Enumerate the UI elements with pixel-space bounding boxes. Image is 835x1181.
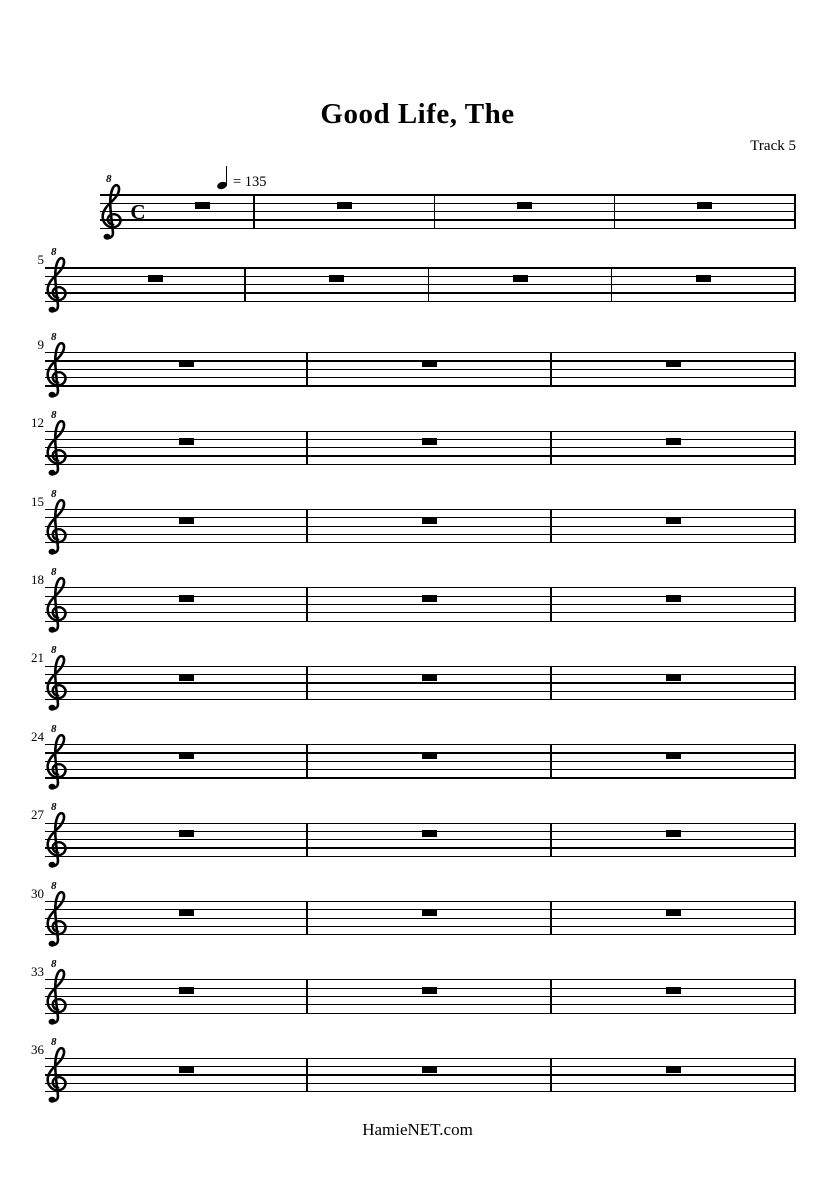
song-title: Good Life, The	[320, 98, 515, 130]
ottava-8-label: 8	[51, 565, 57, 578]
measure-number: 5	[37, 252, 44, 267]
ottava-8-label: 8	[51, 801, 57, 814]
ottava-8-label: 8	[51, 722, 57, 735]
treble-clef-icon	[44, 1046, 70, 1106]
track-label: Track 5	[750, 138, 796, 154]
measure-number: 24	[31, 728, 44, 744]
staff-line	[45, 1058, 795, 1059]
ottava-8-label: 8	[51, 957, 57, 970]
ottava-8-label: 8	[51, 330, 57, 343]
measure-number: 15	[31, 493, 44, 509]
measure-number: 27	[31, 807, 44, 823]
staff-line	[45, 1083, 795, 1084]
whole-rest	[179, 1066, 194, 1073]
ottava-8-label: 8	[51, 246, 57, 258]
measure-number: 36	[31, 1042, 44, 1058]
measure-number: 12	[31, 415, 44, 431]
whole-rest	[422, 1066, 437, 1073]
ottava-8-label: 8	[51, 879, 57, 892]
staff-line	[45, 1074, 795, 1075]
ottava-8-label: 8	[51, 409, 57, 422]
footer-site-label: HamieNET.com	[362, 1120, 473, 1139]
time-signature-common: C	[130, 199, 146, 224]
final-barline	[794, 1058, 796, 1093]
measure-number: 30	[31, 885, 44, 901]
barline	[306, 1058, 308, 1093]
ottava-8-label: 8	[51, 487, 57, 500]
measure-number: 18	[31, 571, 44, 587]
ottava-8-label: 8	[51, 644, 57, 657]
measure-number: 33	[31, 963, 44, 979]
staff-line	[45, 1066, 795, 1067]
measure-number: 9	[37, 336, 44, 352]
whole-rest	[666, 1066, 681, 1073]
tempo-bpm-label: = 135	[233, 174, 267, 190]
measure-number: 21	[31, 650, 44, 666]
barline	[550, 1058, 552, 1093]
ottava-8-label: 8	[106, 173, 112, 185]
staff-line	[45, 1091, 795, 1092]
ottava-8-label: 8	[51, 1036, 57, 1049]
